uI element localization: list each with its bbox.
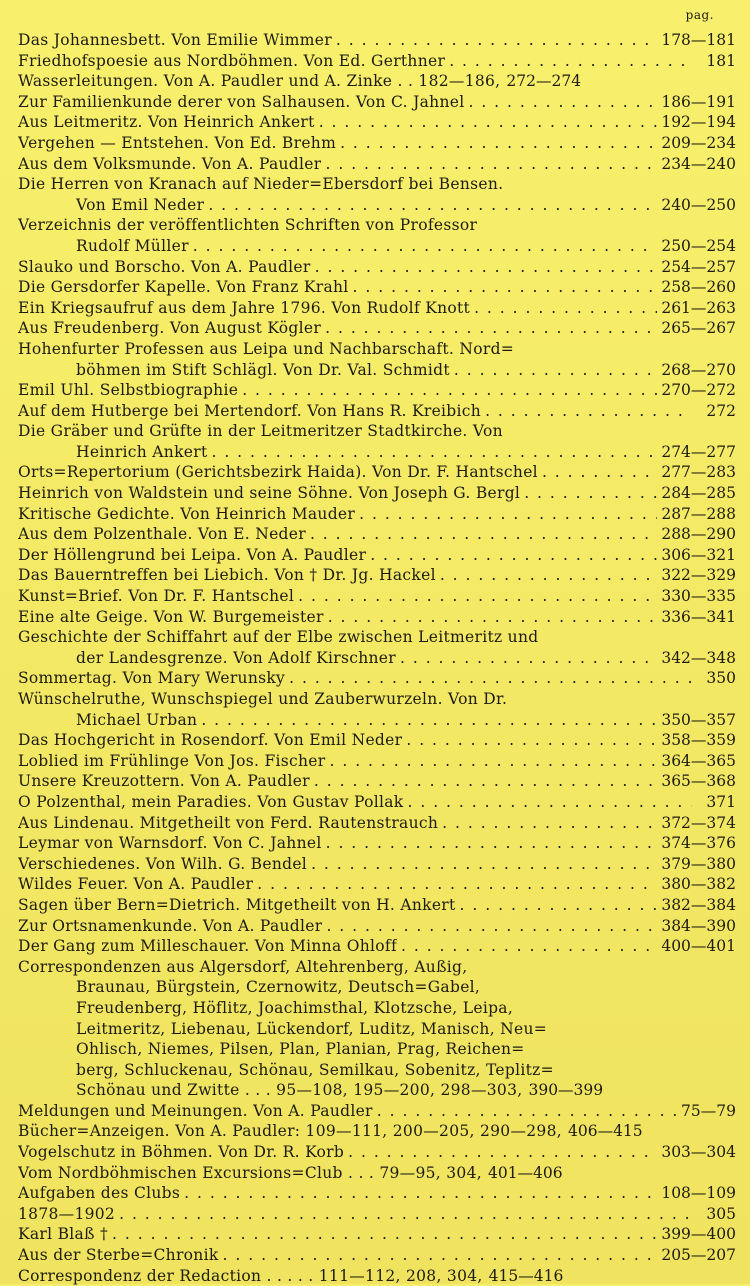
dot-leader <box>524 483 657 504</box>
dot-leader <box>208 195 657 216</box>
toc-entry <box>18 215 736 256</box>
entry-title: böhmen im Stift Schlägl. Von Dr. Val. Schmidt <box>76 360 450 379</box>
entry-title: Aufgaben des Clubs <box>18 1184 181 1203</box>
entry-title: Sommertag. Von Mary Werunsky <box>18 669 286 688</box>
toc-entry <box>18 730 736 751</box>
toc-entry-line <box>18 916 736 937</box>
entry-pages: 178—181 <box>661 31 736 49</box>
dot-leader <box>298 586 657 607</box>
dot-leader <box>340 133 657 154</box>
toc-entry <box>18 133 736 154</box>
toc-entry-line <box>18 730 736 751</box>
dot-leader <box>314 771 657 792</box>
entry-pages: 364—365 <box>661 751 736 770</box>
toc-entry-line <box>18 257 736 278</box>
toc-entry <box>18 586 736 607</box>
entry-pages: 371 <box>706 792 736 811</box>
toc-entry <box>18 1245 736 1266</box>
entry-pages: 234—240 <box>661 154 736 173</box>
entry-title: Geschichte der Schiffahrt auf der Elbe zwischen Leitmeritz und <box>18 628 539 647</box>
toc-entry-line <box>18 71 736 92</box>
toc-entry <box>18 545 736 566</box>
toc-entry-line <box>18 689 736 710</box>
entry-title: Aus dem Polzenthale. Von E. Neder <box>18 525 306 544</box>
dot-leader <box>359 504 657 525</box>
toc-entry <box>18 339 736 380</box>
toc-entry <box>18 154 736 175</box>
entry-title: Verzeichnis der veröffentlichten Schriften von Professor <box>18 216 478 235</box>
entry-title: Meldungen und Meinungen. Von A. Paudler <box>18 1101 373 1120</box>
toc-entry-line <box>18 854 736 875</box>
toc-entry <box>18 607 736 628</box>
toc-entry <box>18 1121 736 1142</box>
toc-entry <box>18 51 736 72</box>
toc-entry <box>18 565 736 586</box>
toc-entry-line <box>18 524 736 545</box>
toc-entry <box>18 771 736 792</box>
entry-pages: 108—109 <box>661 1184 736 1203</box>
toc-entry <box>18 30 736 51</box>
entry-pages: 400—401 <box>661 937 736 956</box>
entry-pages: 305 <box>706 1204 736 1223</box>
entry-title: Unsere Kreuzottern. Von A. Paudler <box>18 772 310 791</box>
entry-title: Zur Ortsnamenkunde. Von A. Paudler <box>18 916 323 935</box>
toc-entry-continuation <box>18 998 736 1019</box>
toc-entry <box>18 916 736 937</box>
toc-entry-line <box>18 1224 736 1245</box>
entry-title: Sagen über Bern=Dietrich. Mitgetheilt von H. Ankert <box>18 895 456 914</box>
toc-entry-line <box>18 380 736 401</box>
dot-leader <box>400 648 657 669</box>
entry-title: Zur Familienkunde derer von Salhausen. Von C. Jahnel <box>18 92 465 111</box>
dot-leader <box>330 751 658 772</box>
dot-leader <box>315 257 658 278</box>
toc-entry-line <box>18 771 736 792</box>
toc-entry <box>18 380 736 401</box>
entry-pages: 277—283 <box>661 463 736 482</box>
toc-entry-line <box>18 627 736 648</box>
toc-entry-continuation <box>18 1060 736 1081</box>
entry-title: Vergehen — Entstehen. Von Ed. Brehm <box>18 133 337 152</box>
entry-title: Aus der Sterbe=Chronik <box>18 1246 219 1265</box>
entry-title: Loblied im Frühlinge Von Jos. Fischer <box>18 751 326 770</box>
entry-pages: 258—260 <box>661 278 736 297</box>
entry-pages: 358—359 <box>661 731 736 750</box>
entry-title: Wasserleitungen. Von A. Paudler und A. Zinke . . 182—186, <box>18 72 501 91</box>
entry-title: Correspondenzen aus Algersdorf, Altehrenberg, Außig, <box>18 957 468 976</box>
toc-entry-line <box>18 483 736 504</box>
toc-entry <box>18 1142 736 1163</box>
dot-leader <box>370 545 657 566</box>
entry-pages: 306—321 <box>661 545 736 564</box>
entry-pages: 322—329 <box>661 566 736 585</box>
dot-leader <box>223 1245 658 1266</box>
toc-entry <box>18 298 736 319</box>
entry-title: Freudenberg, Höflitz, Joachimsthal, Klotzsche, Leipa, <box>76 998 514 1017</box>
toc-entry <box>18 1204 736 1225</box>
toc-entry-continuation <box>18 1019 736 1040</box>
entry-title: Leitmeritz, Liebenau, Lückendorf, Luditz, Manisch, Neu= <box>76 1019 548 1038</box>
entry-pages: 205—207 <box>661 1246 736 1265</box>
entry-pages: 192—194 <box>661 113 736 132</box>
entry-title: Wünschelruthe, Wunschspiegel und Zauberwurzeln. Von Dr. <box>18 690 508 708</box>
dot-leader <box>326 833 658 854</box>
toc-entry <box>18 257 736 278</box>
toc-entry <box>18 401 736 422</box>
entry-pages: 390—399 <box>528 1081 604 1100</box>
entry-pages: 330—335 <box>661 587 736 606</box>
toc-entry-line <box>18 895 736 916</box>
entry-title: Ohlisch, Niemes, Pilsen, Plan, Planian, Prag, Reichen= <box>76 1040 525 1059</box>
entry-title: Orts=Repertorium (Gerichtsbezirk Haida). Von Dr. F. Hantschel <box>18 463 538 482</box>
entry-title: Bücher=Anzeigen. Von A. Paudler: 109—111, 200—205, 290—298, <box>18 1122 562 1141</box>
toc-entry <box>18 668 736 689</box>
toc-entry-continuation <box>18 977 736 998</box>
entry-pages: 287—288 <box>661 504 736 523</box>
toc-entry-line <box>18 92 736 113</box>
dot-leader <box>319 112 658 133</box>
entry-title: Das Johannesbett. Von Emilie Wimmer <box>18 31 332 49</box>
toc-entry <box>18 792 736 813</box>
dot-leader <box>326 916 657 937</box>
dot-leader <box>474 298 657 319</box>
entry-pages: 365—368 <box>661 772 736 791</box>
entry-pages: 75—79 <box>681 1101 736 1120</box>
entry-pages: 401—406 <box>487 1163 563 1182</box>
dot-leader <box>336 30 657 51</box>
dot-leader <box>119 1204 692 1225</box>
entry-title: Braunau, Bürgstein, Czernowitz, Deutsch=Gabel, <box>76 978 481 997</box>
entry-pages: 374—376 <box>661 834 736 853</box>
entry-title: Aus dem Volksmunde. Von A. Paudler <box>18 154 322 173</box>
entry-pages: 350 <box>706 669 736 688</box>
entry-pages: 288—290 <box>661 525 736 544</box>
toc-entry-line <box>18 339 736 360</box>
entry-pages: 265—267 <box>661 319 736 338</box>
dot-leader <box>325 318 657 339</box>
toc-entry <box>18 112 736 133</box>
entry-pages: 186—191 <box>661 92 736 111</box>
toc-entry-line <box>18 751 736 772</box>
toc-entry <box>18 1101 736 1122</box>
entry-title: Das Bauerntreffen bei Liebich. Von † Dr. Jg. Hackel <box>18 566 436 585</box>
entry-pages: 181 <box>706 51 736 70</box>
dot-leader <box>328 607 658 628</box>
toc-entry <box>18 277 736 298</box>
toc-entry <box>18 895 736 916</box>
toc-entry <box>18 833 736 854</box>
entry-title: Ein Kriegsaufruf aus dem Jahre 1796. Von Rudolf Knott <box>18 298 471 317</box>
entry-title: Vom Nordböhmischen Excursions=Club . . . 79—95, 304, <box>18 1163 482 1182</box>
dot-leader <box>242 380 657 401</box>
entry-title: Die Gräber und Grüfte in der Leitmeritzer Stadtkirche. Von <box>18 422 503 441</box>
entry-title: Slauko und Borscho. Von A. Paudler <box>18 257 311 276</box>
toc-entry-line <box>18 792 736 813</box>
entry-title: Der Höllengrund bei Leipa. Von A. Paudler <box>18 545 367 564</box>
dot-leader <box>112 1224 657 1245</box>
dot-leader <box>440 565 658 586</box>
toc-entry-continuation <box>18 195 736 216</box>
entry-title: Heinrich von Waldstein und seine Söhne. Von Joseph G. Bergl <box>18 484 521 503</box>
toc-entry-line <box>18 112 736 133</box>
toc-entry-line <box>18 277 736 298</box>
toc-entry-line <box>18 874 736 895</box>
toc-entry-line <box>18 833 736 854</box>
toc-entry-line <box>18 813 736 834</box>
entry-title: Schönau und Zwitte . . . 95—108, 195—200, 298—303, <box>76 1081 523 1100</box>
toc-entry-line <box>18 401 736 422</box>
toc-entry <box>18 1183 736 1204</box>
toc-entry-line <box>18 1204 736 1225</box>
toc-entry-line <box>18 174 736 195</box>
toc-entry-line <box>18 51 736 72</box>
entry-title: Wildes Feuer. Von A. Paudler <box>18 875 254 894</box>
entry-title: 1878—1902 <box>18 1204 116 1223</box>
entry-pages: 406—415 <box>567 1122 643 1141</box>
toc-entry-line <box>18 1101 736 1122</box>
entry-title: Die Herren von Kranach auf Nieder=Ebersdorf bei Bensen. <box>18 175 504 194</box>
entry-title: Aus Lindenau. Mitgetheilt von Ferd. Rautenstrauch <box>18 813 439 832</box>
entry-pages: 350—357 <box>661 710 736 729</box>
entry-pages: 274—277 <box>661 442 736 461</box>
entry-title: Hohenfurter Professen aus Leipa und Nachbarschaft. Nord= <box>18 339 515 358</box>
dot-leader <box>468 92 657 113</box>
entry-title: Kunst=Brief. Von Dr. F. Hantschel <box>18 587 295 606</box>
entry-pages: 382—384 <box>661 895 736 914</box>
entry-pages: 270—272 <box>661 381 736 400</box>
entry-pages: 415—416 <box>488 1266 564 1285</box>
toc-entry-line <box>18 1163 736 1184</box>
dot-leader <box>442 813 657 834</box>
dot-leader <box>401 936 657 957</box>
toc-entry <box>18 504 736 525</box>
entry-title: berg, Schluckenau, Schönau, Semilkau, Sobenitz, Teplitz= <box>76 1060 554 1079</box>
entry-title: Karl Blaß † <box>18 1225 109 1244</box>
entry-pages: 342—348 <box>661 648 736 667</box>
entry-pages: 272—274 <box>506 72 582 91</box>
toc-entry-line <box>18 215 736 236</box>
toc-entry-line <box>18 30 736 51</box>
entry-title: Rudolf Müller <box>76 236 189 255</box>
table-of-contents <box>18 30 736 1286</box>
dot-leader <box>377 1101 677 1122</box>
toc-entry-line <box>18 421 736 442</box>
toc-entry-line <box>18 1245 736 1266</box>
entry-title: Aus Freudenberg. Von August Kögler <box>18 319 322 338</box>
toc-entry-line <box>18 1121 736 1142</box>
entry-pages: 272 <box>706 401 736 420</box>
entry-pages: 284—285 <box>661 484 736 503</box>
toc-entry-line <box>18 607 736 628</box>
toc-entry <box>18 524 736 545</box>
toc-entry <box>18 854 736 875</box>
dot-leader <box>325 154 657 175</box>
entry-pages: 268—270 <box>661 360 736 379</box>
toc-entry <box>18 936 736 957</box>
toc-entry-line <box>18 154 736 175</box>
entry-title: Correspondenz der Redaction . . . . . 111—112, 208, 304, <box>18 1266 483 1285</box>
toc-entry <box>18 174 736 215</box>
dot-leader <box>454 360 657 381</box>
dot-leader <box>211 442 657 463</box>
toc-entry <box>18 751 736 772</box>
toc-entry <box>18 689 736 730</box>
toc-entry-continuation <box>18 1080 736 1101</box>
page-column-label: pag. <box>685 8 714 22</box>
entry-pages: 372—374 <box>661 813 736 832</box>
toc-entry-line <box>18 298 736 319</box>
toc-entry <box>18 92 736 113</box>
dot-leader <box>311 854 657 875</box>
toc-entry-line <box>18 957 736 978</box>
dot-leader <box>184 1183 657 1204</box>
toc-entry-line <box>18 1183 736 1204</box>
toc-entry-line <box>18 1266 736 1286</box>
entry-pages: 380—382 <box>661 875 736 894</box>
dot-leader <box>406 730 657 751</box>
toc-entry-line <box>18 565 736 586</box>
entry-pages: 336—341 <box>661 607 736 626</box>
entry-pages: 261—263 <box>661 298 736 317</box>
toc-entry <box>18 813 736 834</box>
toc-entry-line <box>18 668 736 689</box>
entry-title: Von Emil Neder <box>76 195 205 214</box>
toc-entry-continuation <box>18 360 736 381</box>
toc-entry <box>18 483 736 504</box>
dot-leader <box>289 668 692 689</box>
toc-entry-continuation <box>18 648 736 669</box>
toc-entry <box>18 627 736 668</box>
entry-title: Emil Uhl. Selbstbiographie <box>18 381 239 400</box>
toc-entry <box>18 462 736 483</box>
entry-title: Kritische Gedichte. Von Heinrich Mauder <box>18 504 356 523</box>
dot-leader <box>257 874 657 895</box>
entry-pages: 240—250 <box>661 195 736 214</box>
entry-title: Das Hochgericht in Rosendorf. Von Emil Neder <box>18 731 403 750</box>
toc-entry <box>18 1266 736 1286</box>
entry-title: Der Gang zum Milleschauer. Von Minna Ohloff <box>18 937 397 956</box>
toc-entry <box>18 874 736 895</box>
entry-title: Leymar von Warnsdorf. Von C. Jahnel <box>18 834 322 853</box>
entry-title: Vogelschutz in Böhmen. Von Dr. R. Korb <box>18 1143 345 1162</box>
toc-entry <box>18 957 736 1101</box>
dot-leader <box>449 51 692 72</box>
entry-pages: 250—254 <box>661 236 736 255</box>
entry-title: Friedhofspoesie aus Nordböhmen. Von Ed. Gerthner <box>18 51 446 70</box>
dot-leader <box>542 462 657 483</box>
dot-leader <box>485 401 692 422</box>
dot-leader <box>201 710 657 731</box>
toc-entry <box>18 1224 736 1245</box>
toc-entry-line <box>18 504 736 525</box>
dot-leader <box>310 524 657 545</box>
toc-entry <box>18 71 736 92</box>
entry-title: Eine alte Geige. Von W. Burgemeister <box>18 607 324 626</box>
toc-entry-continuation <box>18 710 736 731</box>
dot-leader <box>408 792 693 813</box>
toc-entry-line <box>18 586 736 607</box>
toc-entry-line <box>18 462 736 483</box>
dot-leader <box>353 277 658 298</box>
entry-title: Verschiedenes. Von Wilh. G. Bendel <box>18 854 308 873</box>
entry-title: Heinrich Ankert <box>76 442 208 461</box>
entry-pages: 384—390 <box>661 916 736 935</box>
toc-entry-line <box>18 133 736 154</box>
entry-title: Auf dem Hutberge bei Mertendorf. Von Hans R. Kreibich <box>18 401 482 420</box>
entry-title: Aus Leitmeritz. Von Heinrich Ankert <box>18 113 315 132</box>
dot-leader <box>193 236 658 257</box>
entry-title: Michael Urban <box>76 710 198 729</box>
entry-pages: 303—304 <box>661 1143 736 1162</box>
toc-entry-continuation <box>18 236 736 257</box>
toc-entry-line <box>18 318 736 339</box>
dot-leader <box>460 895 658 916</box>
entry-title: Die Gersdorfer Kapelle. Von Franz Krahl <box>18 278 349 297</box>
toc-entry-continuation <box>18 442 736 463</box>
toc-entry <box>18 421 736 462</box>
toc-entry-line <box>18 936 736 957</box>
toc-entry <box>18 1163 736 1184</box>
entry-pages: 399—400 <box>661 1225 736 1244</box>
toc-entry-line <box>18 545 736 566</box>
dot-leader <box>348 1142 657 1163</box>
entry-pages: 254—257 <box>661 257 736 276</box>
entry-title: der Landesgrenze. Von Adolf Kirschner <box>76 648 396 667</box>
entry-pages: 379—380 <box>661 854 736 873</box>
toc-entry-line <box>18 1142 736 1163</box>
toc-entry-continuation <box>18 1039 736 1060</box>
toc-entry <box>18 318 736 339</box>
entry-title: O Polzenthal, mein Paradies. Von Gustav Pollak <box>18 792 404 811</box>
entry-pages: 209—234 <box>661 133 736 152</box>
